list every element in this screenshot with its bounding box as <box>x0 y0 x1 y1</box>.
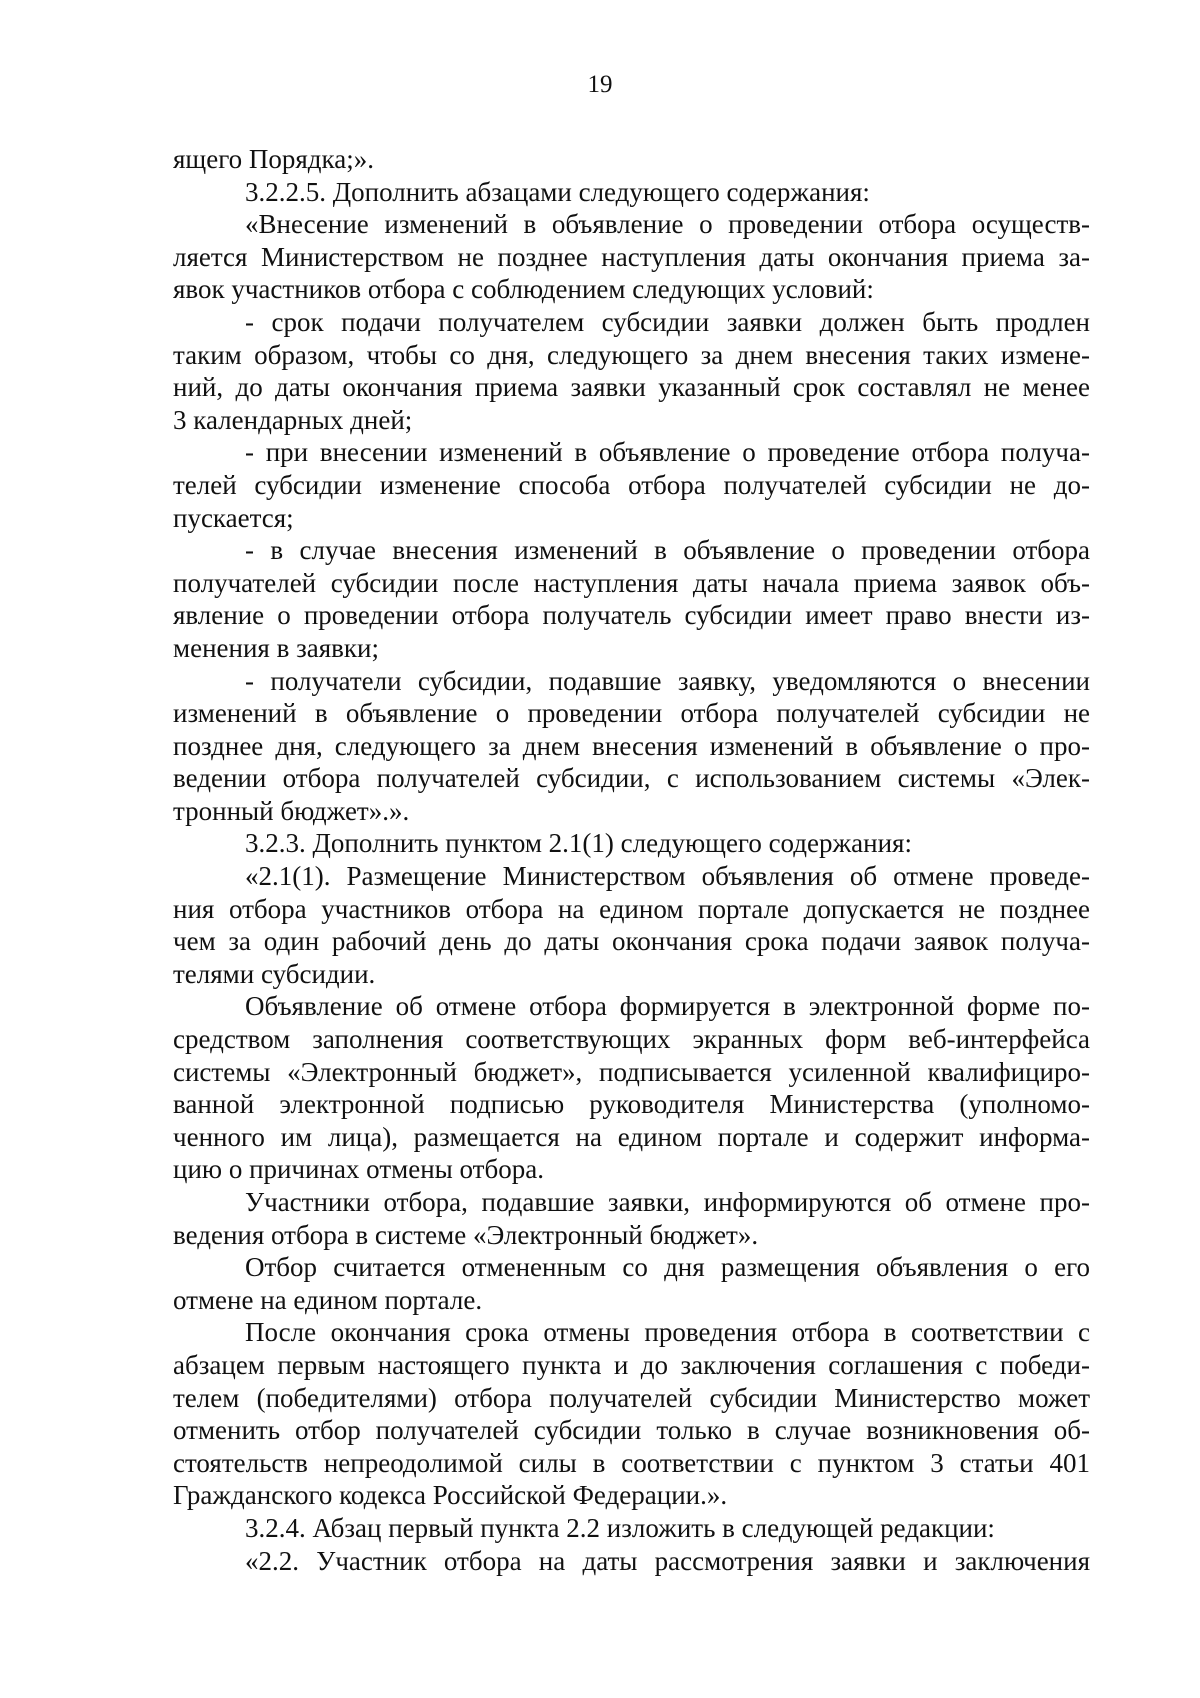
text-line: Гражданского кодекса Российской Федерации.». <box>173 1480 728 1511</box>
text-line: изменений в объявление о проведении отбора получателей субсидии не <box>173 698 1090 729</box>
text-line: «Внесение изменений в объявление о проведении отбора осуществ- <box>245 209 1090 240</box>
text-line: тронный бюджет».». <box>173 795 410 826</box>
page-number: 19 <box>587 71 613 98</box>
document-body <box>173 143 1090 1577</box>
text-line: телей субсидии изменение способа отбора получателей субсидии не до- <box>173 469 1090 500</box>
text-line: менения в заявки; <box>173 632 379 663</box>
text-line: отмене на едином портале. <box>173 1284 483 1315</box>
text-line: После окончания срока отмены проведения отбора в соответствии с <box>245 1317 1090 1348</box>
text-line: чем за один рабочий день до даты окончания срока подачи заявок получа- <box>173 926 1090 957</box>
text-line: ящего Порядка;». <box>173 144 374 174</box>
text-line: - в случае внесения изменений в объявление о проведении отбора <box>245 535 1090 566</box>
text-line: - срок подачи получателем субсидии заявки должен быть продлен <box>245 306 1090 337</box>
text-line: 3.2.4. Абзац первый пункта 2.2 изложить в следующей редакции: <box>245 1512 995 1543</box>
text-line: средством заполнения соответствующих экранных форм веб-интерфейса <box>173 1024 1090 1055</box>
text-line: Отбор считается отмененным со дня размещения объявления о его <box>245 1252 1090 1283</box>
text-line: 3.2.2.5. Дополнить абзацами следующего содержания: <box>245 176 870 207</box>
text-line: пускается; <box>173 502 294 533</box>
text-line: - получатели субсидии, подавшие заявку, уведомляются о внесении <box>245 665 1090 696</box>
text-line: цию о причинах отмены отбора. <box>173 1154 544 1185</box>
text-line: - при внесении изменений в объявление о проведение отбора получа- <box>245 437 1090 468</box>
text-line: 3 календарных дней; <box>173 404 413 435</box>
text-line: позднее дня, следующего за днем внесения изменений в объявление о про- <box>173 730 1090 761</box>
text-line: телями субсидии. <box>173 958 376 989</box>
text-line: получателей субсидии после наступления даты начала приема заявок объ- <box>173 567 1090 598</box>
text-line: явление о проведении отбора получатель субсидии имеет право внести из- <box>173 600 1090 631</box>
text-line: ний, до даты окончания приема заявки указанный срок составлял не менее <box>173 372 1090 403</box>
text-line: ния отбора участников отбора на едином портале допускается не позднее <box>173 893 1090 924</box>
text-line: стоятельств непреодолимой силы в соответствии с пунктом 3 статьи 401 <box>173 1447 1090 1478</box>
text-line: Участники отбора, подавшие заявки, информируются об отмене про- <box>245 1187 1090 1217</box>
text-line: Объявление об отмене отбора формируется в электронной форме по- <box>245 991 1090 1022</box>
text-line: абзацем первым настоящего пункта и до заключения соглашения с победи- <box>173 1349 1090 1380</box>
text-line: ведении отбора получателей субсидии, с использованием системы «Элек- <box>173 763 1090 794</box>
text-line: 3.2.3. Дополнить пунктом 2.1(1) следующего содержания: <box>245 828 912 859</box>
text-line: ляется Министерством не позднее наступления даты окончания приема за- <box>173 241 1090 272</box>
text-line: телем (победителями) отбора получателей субсидии Министерство может <box>173 1382 1090 1413</box>
text-line: явок участников отбора с соблюдением следующих условий: <box>173 274 874 305</box>
text-line: ванной электронной подписью руководителя Министерства (уполномо- <box>173 1089 1090 1120</box>
text-line: ченного им лица), размещается на едином портале и содержит информа- <box>173 1121 1090 1152</box>
text-line: «2.2. Участник отбора на даты рассмотрения заявки и заключения <box>245 1545 1090 1576</box>
text-line: таким образом, чтобы со дня, следующего за днем внесения таких измене- <box>173 339 1090 370</box>
text-line: «2.1(1). Размещение Министерством объявления об отмене проведе- <box>245 861 1090 892</box>
text-line: ведения отбора в системе «Электронный бюджет». <box>173 1219 759 1250</box>
text-line: системы «Электронный бюджет», подписывается усиленной квалифициро- <box>173 1056 1090 1087</box>
text-line: отменить отбор получателей субсидии только в случае возникновения об- <box>173 1415 1090 1446</box>
